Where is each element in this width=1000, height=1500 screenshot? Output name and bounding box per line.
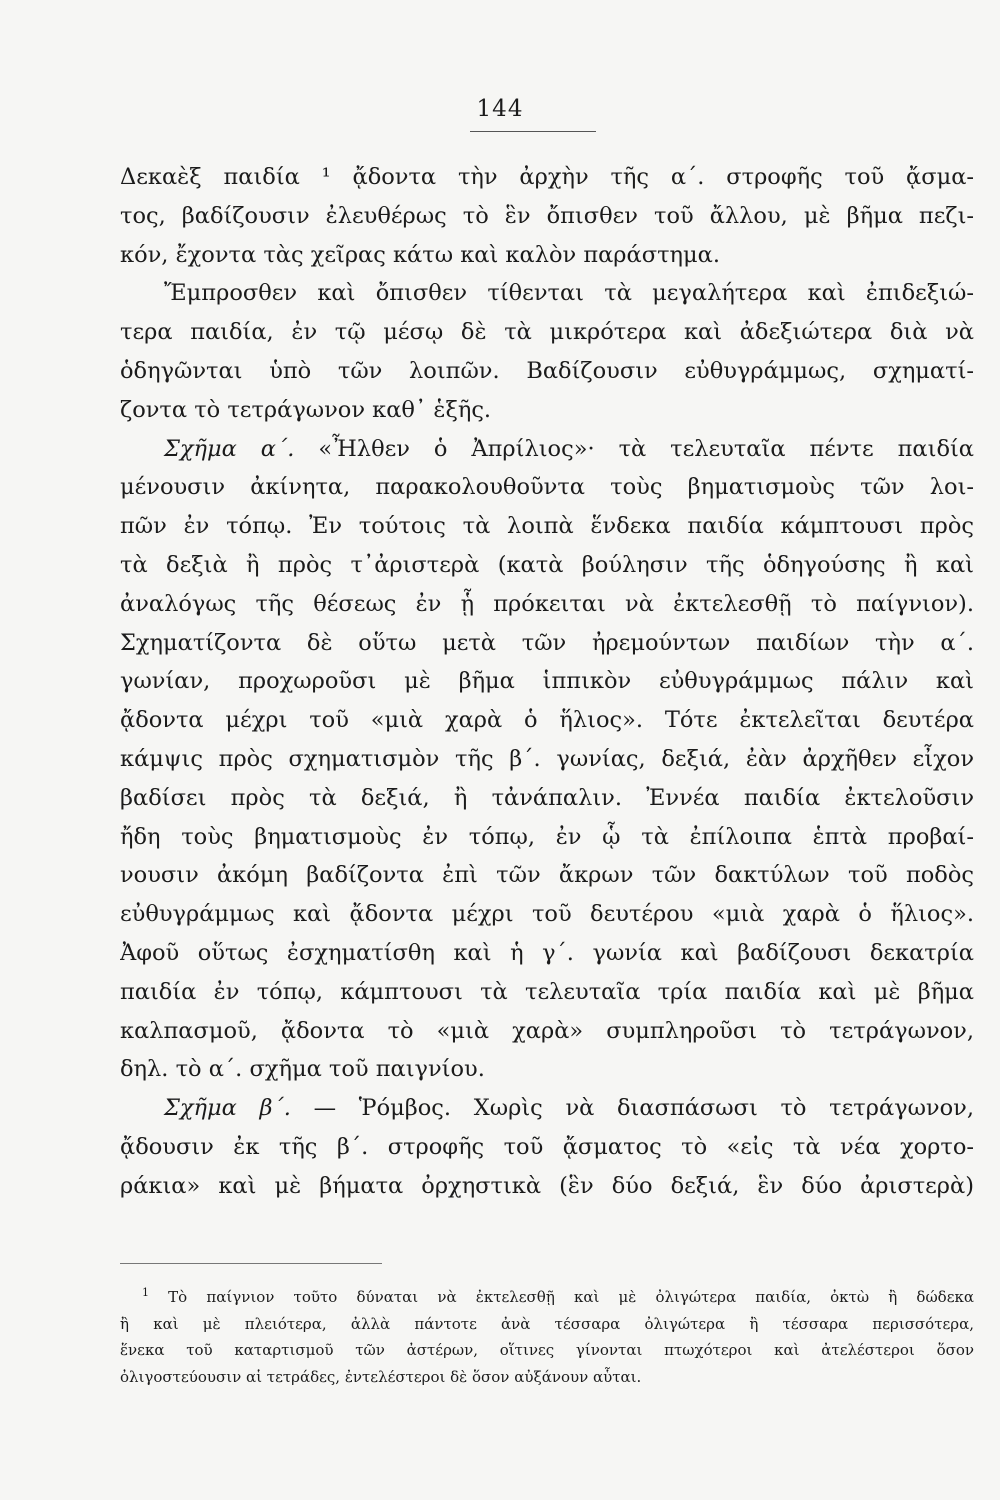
footnote-line: ὀλιγοστεύουσιν αἱ τετράδες, ἐντελέστεροι δὲ ὅσον αὐξάνουν αὗται. [120, 1367, 642, 1386]
figure-label-beta: Σχῆμα β΄. [164, 1095, 291, 1122]
text-line: Σχηματίζοντα δὲ οὕτω μετὰ τῶν ἠρεμούντων παιδίων τὴν α΄. [120, 629, 974, 656]
footnote-rule [120, 1263, 382, 1264]
text-line: ᾄδοντα μέχρι τοῦ «μιὰ χαρὰ ὁ ἥλιος». Τότε ἐκτελεῖται δευτέρα [120, 707, 974, 734]
footnote-marker: 1 [142, 1286, 149, 1299]
text-line: εὐθυγράμμως καὶ ᾄδοντα μέχρι τοῦ δευτέρου «μιὰ χαρὰ ὁ ἥλιος». [120, 901, 974, 928]
footnote-line: ἕνεκα τοῦ καταρτισμοῦ τῶν ἀστέρων, οἵτινες γίνονται πτωχότεροι καὶ ἀτελέστεροι ὅσον [120, 1341, 974, 1359]
text-line: παιδία ἐν τόπῳ, κάμπτουσι τὰ τελευταῖα τρία παιδία καὶ μὲ βῆμα [120, 978, 974, 1005]
text-line: Ἔμπροσθεν καὶ ὄπισθεν τίθενται τὰ μεγαλήτερα καὶ ἐπιδεξιώ- [164, 280, 974, 307]
footnote-line-text: Τὸ παίγνιον τοῦτο δύναται νὰ ἐκτελεσθῇ καὶ μὲ ὀλιγώτερα παιδία, ὀκτὼ ἢ δώδεκα [168, 1288, 974, 1306]
page-number: 144 [476, 96, 524, 122]
text-line: Δεκαὲξ παιδία ¹ ᾄδοντα τὴν ἀρχὴν τῆς α΄. στροφῆς τοῦ ᾄσμα- [120, 164, 974, 190]
footnote-line: ἢ καὶ μὲ πλειότερα, ἀλλὰ πάντοτε ἀνὰ τέσσαρα ὀλιγώτερα ἢ τέσσαρα περισσότερα, [120, 1314, 974, 1333]
text-line [120, 430, 974, 469]
text-line: ζοντα τὸ τετράγωνον καθ᾽ ἑξῆς. [120, 396, 492, 423]
text-line: ἀναλόγως τῆς θέσεως ἐν ᾗ πρόκειται νὰ ἐκτελεσθῇ τὸ παίγνιον). [120, 590, 974, 617]
body-text [120, 158, 974, 1206]
header-rule [470, 131, 596, 132]
text-line: τερα παιδία, ἐν τῷ μέσῳ δὲ τὰ μικρότερα καὶ ἀδεξιώτερα διὰ νὰ [120, 319, 974, 346]
text-line-rest: — Ῥόμβος. Χωρὶς νὰ διασπάσωσι τὸ τετράγωνον, [313, 1095, 974, 1122]
text-line: ᾄδουσιν ἐκ τῆς β΄. στροφῆς τοῦ ᾄσματος τὸ «εἰς τὰ νέα χορτο- [120, 1133, 974, 1160]
footnote-line [120, 1284, 974, 1311]
text-line: Ἀφοῦ οὕτως ἐσχηματίσθη καὶ ἡ γ΄. γωνία καὶ βαδίζουσι δεκατρία [120, 939, 974, 966]
text-line: ἤδη τοὺς βηματισμοὺς ἐν τόπῳ, ἐν ᾧ τὰ ἐπίλοιπα ἑπτὰ προβαί- [120, 823, 974, 850]
text-line: πῶν ἐν τόπῳ. Ἐν τούτοις τὰ λοιπὰ ἕνδεκα παιδία κάμπτουσι πρὸς [120, 513, 974, 540]
text-line-rest: «Ἦλθεν ὁ Ἀπρίλιος»· τὰ τελευταῖα πέντε παιδία [318, 435, 974, 462]
text-line: τος, βαδίζουσιν ἐλευθέρως τὸ ἓν ὄπισθεν τοῦ ἄλλου, μὲ βῆμα πεζι- [120, 202, 974, 229]
text-line: ράκια» καὶ μὲ βήματα ὀρχηστικὰ (ἓν δύο δεξιά, ἓν δύο ἀριστερὰ) [120, 1172, 974, 1199]
text-line: νουσιν ἀκόμη βαδίζοντα ἐπὶ τῶν ἄκρων τῶν δακτύλων τοῦ ποδὸς [120, 862, 974, 889]
text-line: γωνίαν, προχωροῦσι μὲ βῆμα ἱππικὸν εὐθυγράμμως πάλιν καὶ [120, 668, 974, 695]
text-line: δηλ. τὸ α΄. σχῆμα τοῦ παιγνίου. [120, 1056, 485, 1083]
text-line: μένουσιν ἀκίνητα, παρακολουθοῦντα τοὺς βηματισμοὺς τῶν λοι- [120, 474, 974, 501]
text-line: κάμψις πρὸς σχηματισμὸν τῆς β΄. γωνίας, δεξιά, ἐὰν ἀρχῆθεν εἶχον [120, 745, 974, 772]
text-line: καλπασμοῦ, ᾄδοντα τὸ «μιὰ χαρὰ» συμπληροῦσι τὸ τετράγωνον, [120, 1017, 974, 1044]
text-line [120, 1089, 974, 1128]
text-line: τὰ δεξιὰ ἢ πρὸς τ᾽ἀριστερὰ (κατὰ βούλησιν τῆς ὁδηγούσης ἢ καὶ [120, 551, 974, 578]
footnote [120, 1284, 974, 1390]
figure-label-alpha: Σχῆμα α΄. [164, 435, 295, 462]
text-line: βαδίσει πρὸς τὰ δεξιά, ἢ τἀνάπαλιν. Ἐννέα παιδία ἐκτελοῦσιν [120, 784, 974, 811]
text-line: ὁδηγῶνται ὑπὸ τῶν λοιπῶν. Βαδίζουσιν εὐθυγράμμως, σχηματί- [120, 357, 974, 384]
text-line: κόν, ἔχοντα τὰς χεῖρας κάτω καὶ καλὸν παράστημα. [120, 241, 720, 268]
